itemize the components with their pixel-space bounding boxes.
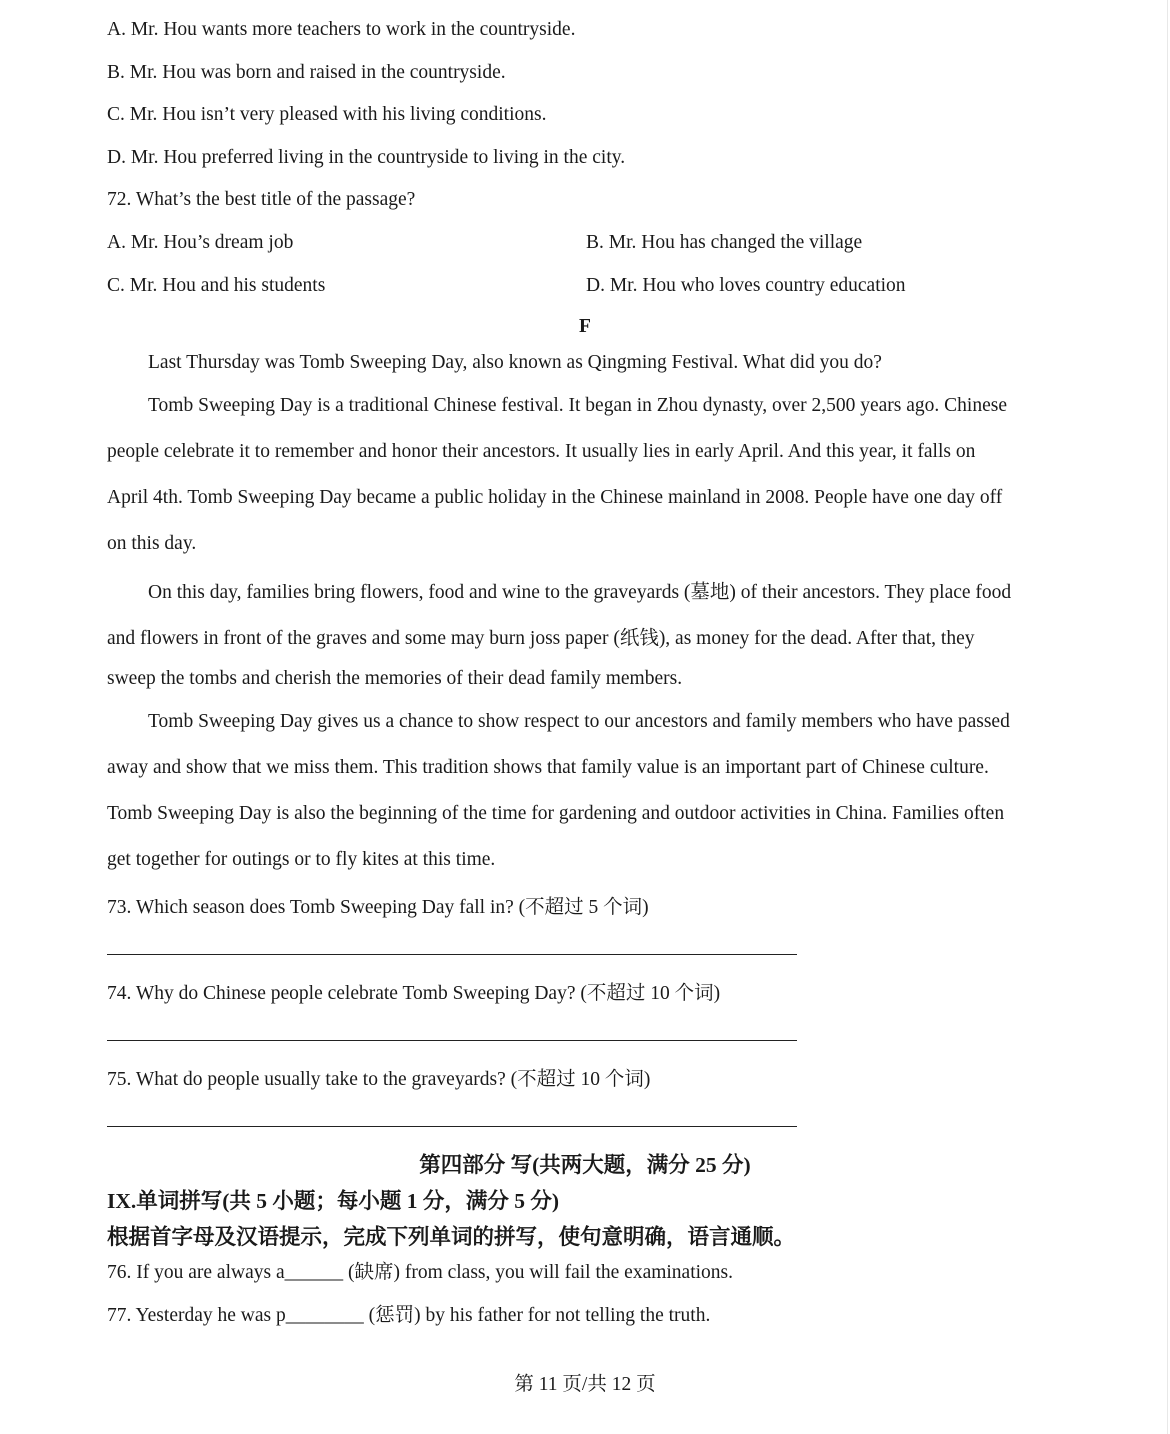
passage-line: Tomb Sweeping Day gives us a chance to show respect to our ancestors and family members who have passed (148, 711, 1010, 732)
passage-line: April 4th. Tomb Sweeping Day became a public holiday in the Chinese mainland in 2008. People have one day off (107, 487, 1003, 508)
section-ix-instruction: 根据首字母及汉语提示，完成下列单词的拼写，使句意明确，语言通顺。 (107, 1225, 796, 1249)
page-edge (1167, 0, 1168, 1434)
passage-line: people celebrate it to remember and honor their ancestors. It usually lies in early April. And this year, it falls on (107, 441, 976, 462)
passage-line: sweep the tombs and cherish the memories of their dead family members. (107, 668, 683, 689)
q74-question: 74. Why do Chinese people celebrate Tomb Sweeping Day? (不超过 10 个词) (107, 983, 721, 1004)
q76-sentence: 76. If you are always a______ (缺席) from class, you will fail the examinations. (107, 1262, 734, 1283)
page-footer: 第 11 页/共 12 页 (514, 1374, 656, 1395)
q72-question: 72. What’s the best title of the passage? (107, 189, 416, 210)
q73-question: 73. Which season does Tomb Sweeping Day fall in? (不超过 5 个词) (107, 897, 649, 918)
passage-line: Tomb Sweeping Day is a traditional Chinese festival. It began in Zhou dynasty, over 2,500 years ago. Chinese (148, 395, 1007, 416)
q71-option-c: C. Mr. Hou isn’t very pleased with his living conditions. (107, 104, 547, 125)
q75-answer-line[interactable] (107, 1126, 797, 1127)
q71-option-a: A. Mr. Hou wants more teachers to work in the countryside. (107, 19, 576, 40)
q72-option-b: B. Mr. Hou has changed the village (586, 232, 863, 253)
q72-option-d: D. Mr. Hou who loves country education (586, 275, 906, 296)
part4-title: 第四部分 写(共两大题，满分 25 分) (419, 1153, 751, 1177)
q71-option-d: D. Mr. Hou preferred living in the countryside to living in the city. (107, 147, 626, 168)
passage-line: and flowers in front of the graves and some may burn joss paper (纸钱), as money for the dead. After that, they (107, 628, 975, 649)
passage-heading: F (579, 316, 591, 337)
passage-line: On this day, families bring flowers, food and wine to the graveyards (墓地) of their ancestors. They place food (148, 582, 1012, 603)
passage-line: on this day. (107, 533, 197, 554)
q74-answer-line[interactable] (107, 1040, 797, 1041)
q77-sentence: 77. Yesterday he was p________ (惩罚) by his father for not telling the truth. (107, 1305, 711, 1326)
q75-question: 75. What do people usually take to the graveyards? (不超过 10 个词) (107, 1069, 651, 1090)
q72-option-c: C. Mr. Hou and his students (107, 275, 326, 296)
passage-line: Tomb Sweeping Day is also the beginning of the time for gardening and outdoor activities in China. Families often (107, 803, 1005, 824)
passage-line: Last Thursday was Tomb Sweeping Day, also known as Qingming Festival. What did you do? (148, 352, 882, 373)
passage-line: away and show that we miss them. This tradition shows that family value is an important part of Chinese culture. (107, 757, 989, 778)
passage-line: get together for outings or to fly kites at this time. (107, 849, 496, 870)
section-ix-title: IX.单词拼写(共 5 小题；每小题 1 分，满分 5 分) (107, 1189, 560, 1213)
q71-option-b: B. Mr. Hou was born and raised in the countryside. (107, 62, 506, 83)
q73-answer-line[interactable] (107, 954, 797, 955)
q72-option-a: A. Mr. Hou’s dream job (107, 232, 294, 253)
